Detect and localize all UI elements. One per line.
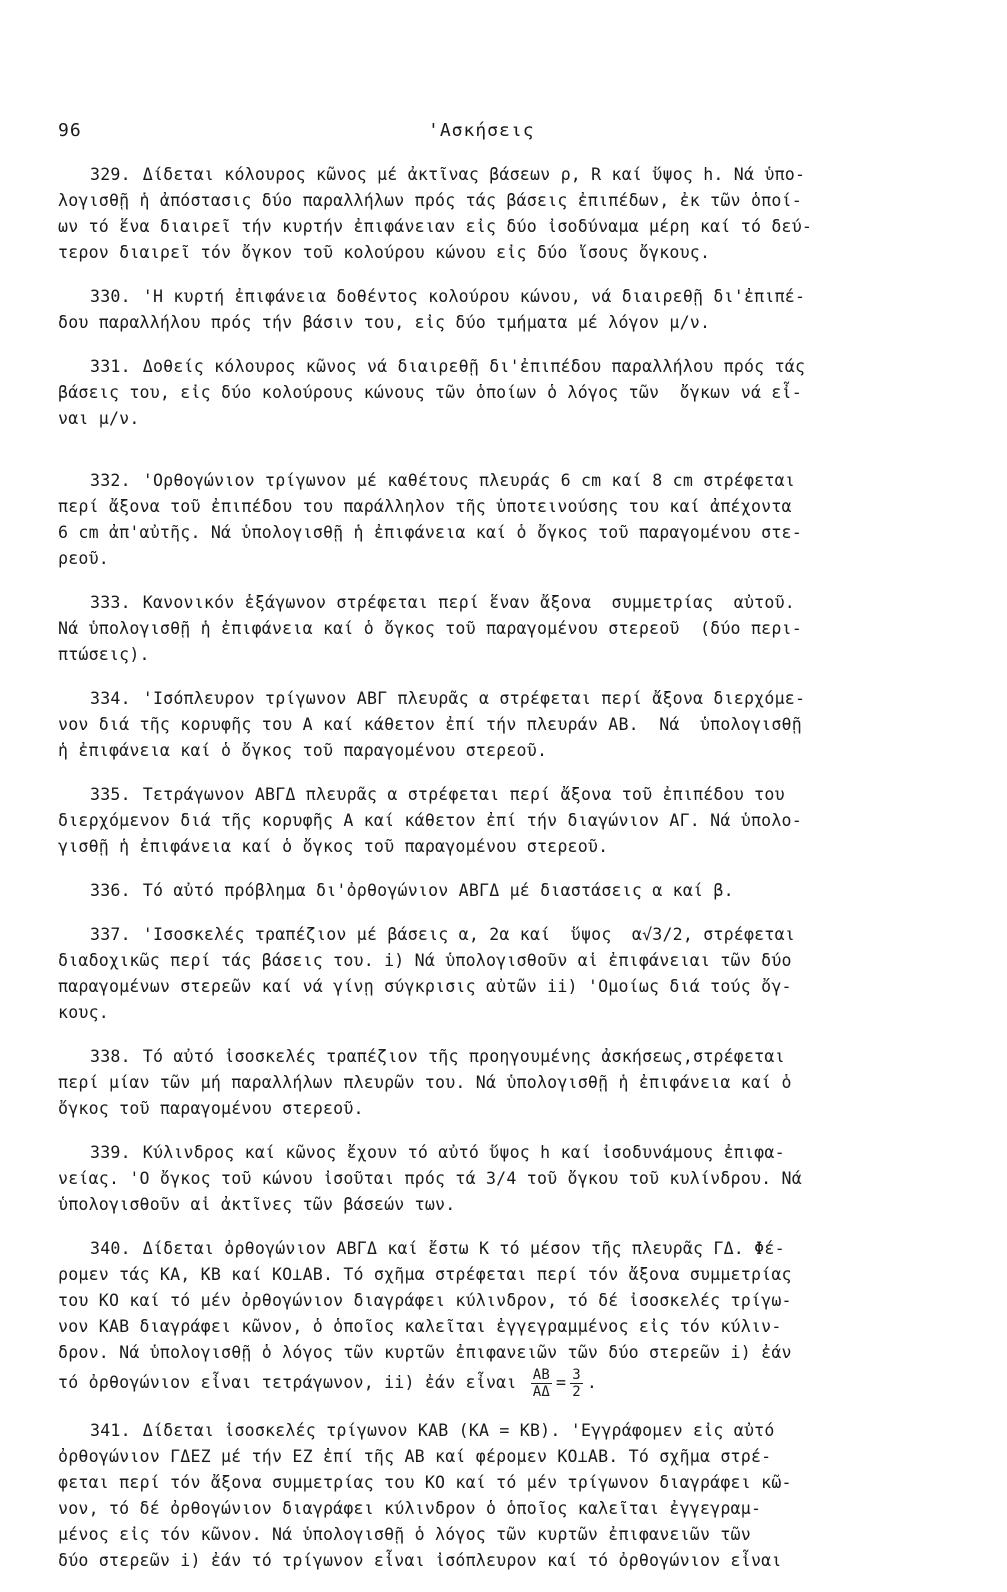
exercise-text-line: Δίδεται ὀρθογώνιον ΑΒΓΔ καί ἔστω Κ τό μέσον τῆς πλευρᾶς ΓΔ. Φέ- xyxy=(142,1239,785,1258)
exercise-text-line: μένος εἰς τόν κῶνον. Νά ὑπολογισθῇ ὁ λόγος τῶν κυρτῶν ἐπιφανειῶν τῶν xyxy=(58,1525,751,1544)
exercise-text-line: ρεοῦ. xyxy=(58,549,109,568)
exercise-332 xyxy=(58,468,926,572)
exercise-text-line: δρον. Νά ὑπολογισθῇ ὁ λόγος τῶν κυρτῶν ἐπιφανειῶν τῶν δύο στερεῶν i) ἐάν xyxy=(58,1343,792,1362)
exercise-text-line: δου παραλλήλου πρός τήν βάσιν του, εἰς δύο τμήματα μέ λόγον μ/ν. xyxy=(58,313,711,332)
exercise-text-line: Νά ὑπολογισθῇ ἡ ἐπιφάνεια καί ὁ ὄγκος τοῦ παραγομένου στερεοῦ (δύο περι- xyxy=(58,619,802,638)
exercise-number: 341. xyxy=(90,1421,131,1440)
exercise-number: 329. xyxy=(90,165,131,184)
running-title: 'Ασκήσεις xyxy=(428,120,535,141)
exercise-341 xyxy=(58,1418,926,1574)
exercise-text-line: νείας. 'Ο ὄγκος τοῦ κώνου ἰσοῦται πρός τά 3/4 τοῦ ὄγκου τοῦ κυλίνδρου. Νά xyxy=(58,1169,802,1188)
exercise-number: 331. xyxy=(90,357,131,376)
exercise-text-line: νον διά τῆς κορυφῆς του Α καί κάθετον ἐπί τήν πλευράν ΑΒ. Νά ὑπολογισθῇ xyxy=(58,715,802,734)
exercise-text-line: φεται περί τόν ἄξονα συμμετρίας του ΚΟ καί τό μέν τρίγωνον διαγράφει κῶ- xyxy=(58,1473,792,1492)
exercise-text-line: Δίδεται ἰσοσκελές τρίγωνον ΚΑΒ (ΚΑ = ΚΒ). 'Εγγράφομεν εἰς αὐτό xyxy=(142,1421,775,1440)
exercise-text-line: ων τό ἕνα διαιρεῖ τήν κυρτήν ἐπιφάνειαν εἰς δύο ἰσοδύναμα μέρη καί τό δεύ- xyxy=(58,217,813,236)
exercise-text-line: Δίδεται κόλουρος κῶνος μέ ἀκτῖνας βάσεων ρ, R καί ὕψος h. Νά ὑπο- xyxy=(142,165,806,184)
fraction-denominator: ΑΔ xyxy=(532,1384,551,1400)
exercise-text-line-with-fraction xyxy=(58,1366,926,1400)
equals-sign: = xyxy=(556,1373,567,1392)
exercise-text-line: Τετράγωνον ΑΒΓΔ πλευρᾶς α στρέφεται περί ἄξονα τοῦ ἐπιπέδου του xyxy=(142,785,785,804)
exercise-text-line: δύο στερεῶν i) ἐάν τό τρίγωνον εἶναι ἰσόπλευρον καί τό ὀρθογώνιον εἶναι xyxy=(58,1551,782,1570)
exercise-text-line: νον ΚΑΒ διαγράφει κῶνον, ὁ ὁποῖος καλεῖται ἐγγεγραμμένος εἰς τόν κύλιν- xyxy=(58,1317,782,1336)
exercise-333 xyxy=(58,590,926,668)
exercise-text-line: Κύλινδρος καί κῶνος ἔχουν τό αὐτό ὕψος h καί ἰσοδυνάμους ἐπιφα- xyxy=(142,1143,785,1162)
exercise-text-line: βάσεις του, εἰς δύο κολούρους κώνους τῶν ὁποίων ὁ λόγος τῶν ὄγκων νά εἶ- xyxy=(58,383,802,402)
exercise-number: 340. xyxy=(90,1239,131,1258)
exercise-number: 333. xyxy=(90,593,131,612)
exercise-text-line: τερον διαιρεῖ τόν ὄγκον τοῦ κολούρου κώνου εἰς δύο ἴσους ὄγκους. xyxy=(58,243,711,262)
exercise-number: 330. xyxy=(90,287,131,306)
fraction-numerator: ΑΒ xyxy=(532,1367,551,1383)
exercise-text-line: περί μίαν τῶν μή παραλλήλων πλευρῶν του. Νά ὑπολογισθῇ ἡ ἐπιφάνεια καί ὁ xyxy=(58,1073,792,1092)
exercise-text-line: γισθῇ ἡ ἐπιφάνεια καί ὁ ὄγκος τοῦ παραγομένου στερεοῦ. xyxy=(58,837,609,856)
exercise-330 xyxy=(58,284,926,336)
exercise-text-line: ναι μ/ν. xyxy=(58,409,140,428)
exercise-335 xyxy=(58,782,926,860)
exercise-text-line: του ΚΟ καί τό μέν ὀρθογώνιον διαγράφει κύλινδρον, τό δέ ἰσοσκελές τρίγω- xyxy=(58,1291,792,1310)
exercise-number: 336. xyxy=(90,881,131,900)
exercise-340 xyxy=(58,1236,926,1400)
exercise-text-line: διερχόμενον διά τῆς κορυφῆς Α καί κάθετον ἐπί τήν διαγώνιον ΑΓ. Νά ὑπολο- xyxy=(58,811,802,830)
exercise-331 xyxy=(58,354,926,432)
fraction-denominator: 2 xyxy=(572,1384,581,1400)
exercise-text-line: περί ἄξονα τοῦ ἐπιπέδου του παράλληλον τῆς ὑποτεινούσης του καί ἀπέχοντα xyxy=(58,497,792,516)
exercise-336 xyxy=(58,878,926,904)
exercise-number: 337. xyxy=(90,925,131,944)
exercise-text-line: λογισθῇ ἡ ἀπόστασις δύο παραλλήλων πρός τάς βάσεις ἐπιπέδων, ἐκ τῶν ὁποί- xyxy=(58,191,802,210)
exercise-338 xyxy=(58,1044,926,1122)
exercise-text-line: νον, τό δέ ὀρθογώνιον διαγράφει κύλινδρον ὁ ὁποῖος καλεῖται ἐγγεγραμ- xyxy=(58,1499,762,1518)
exercise-text-line: ὄγκος τοῦ παραγομένου στερεοῦ. xyxy=(58,1099,364,1118)
exercise-text-line: παραγομένων στερεῶν καί νά γίνῃ σύγκρισις αὐτῶν ii) 'Ομοίως διά τούς ὄγ- xyxy=(58,977,792,996)
fraction-numerator: 3 xyxy=(572,1367,581,1383)
page-header xyxy=(58,120,938,148)
exercise-text-line: Τό αὐτό πρόβλημα δι'ὀρθογώνιον ΑΒΓΔ μέ διαστάσεις α καί β. xyxy=(142,881,734,900)
exercise-text-line: 'Ισοσκελές τραπέζιον μέ βάσεις α, 2α καί ὕψος α√3/2, στρέφεται xyxy=(142,925,795,944)
exercise-334 xyxy=(58,686,926,764)
fraction-ab-over-ad xyxy=(531,1367,552,1400)
exercise-text-line: διαδοχικῶς περί τάς βάσεις του. i) Νά ὑπολογισθοῦν αἱ ἐπιφάνειαι τῶν δύο xyxy=(58,951,792,970)
exercise-text-line: 'Ορθογώνιον τρίγωνον μέ καθέτους πλευράς 6 cm καί 8 cm στρέφεται xyxy=(142,471,795,490)
exercise-number: 334. xyxy=(90,689,131,708)
exercise-text-line: πτώσεις). xyxy=(58,645,150,664)
exercise-text-line: Δοθείς κόλουρος κῶνος νά διαιρεθῇ δι'ἐπιπέδου παραλλήλου πρός τάς xyxy=(142,357,806,376)
exercise-text-line: 'Ισόπλευρον τρίγωνον ΑΒΓ πλευρᾶς α στρέφεται περί ἄξονα διερχόμε- xyxy=(142,689,806,708)
exercise-list xyxy=(58,162,926,1592)
exercise-337 xyxy=(58,922,926,1026)
exercise-text-line: 'Η κυρτή ἐπιφάνεια δοθέντος κολούρου κώνου, νά διαιρεθῇ δι'ἐπιπέ- xyxy=(142,287,806,306)
exercise-text-line: ὀρθογώνιον ΓΔΕΖ μέ τήν ΕΖ ἐπί τῆς ΑΒ καί φέρομεν ΚΟ⊥ΑΒ. Τό σχῆμα στρέ- xyxy=(58,1447,772,1466)
page-number: 96 xyxy=(58,120,82,141)
exercise-text-fragment: τό ὀρθογώνιον εἶναι τετράγωνον, ii) ἐάν εἶναι xyxy=(58,1373,527,1392)
exercise-339 xyxy=(58,1140,926,1218)
exercise-number: 339. xyxy=(90,1143,131,1162)
end-mark: . xyxy=(586,1373,598,1392)
exercise-text-line: ὑπολογισθοῦν αἱ ἀκτῖνες τῶν βάσεών των. xyxy=(58,1195,456,1214)
exercise-text-line: ρομεν τάς ΚΑ, ΚΒ καί ΚΟ⊥ΑΒ. Τό σχῆμα στρέφεται περί τόν ἄξονα συμμετρίας xyxy=(58,1265,792,1284)
fraction-three-halves xyxy=(570,1367,583,1400)
exercise-number: 335. xyxy=(90,785,131,804)
exercise-number: 338. xyxy=(90,1047,131,1066)
exercise-number: 332. xyxy=(90,471,131,490)
exercise-329 xyxy=(58,162,926,266)
exercise-text-line: Τό αὐτό ἰσοσκελές τραπέζιον τῆς προηγουμένης ἀσκήσεως,στρέφεται xyxy=(142,1047,785,1066)
exercise-text-line: Κανονικόν ἑξάγωνον στρέφεται περί ἕναν ἄξονα συμμετρίας αὐτοῦ. xyxy=(142,593,795,612)
exercise-text-line: 6 cm ἀπ'αὐτῆς. Νά ὑπολογισθῇ ἡ ἐπιφάνεια καί ὁ ὄγκος τοῦ παραγομένου στε- xyxy=(58,523,802,542)
exercise-text-line: κους. xyxy=(58,1003,109,1022)
exercise-text-line: ἡ ἐπιφάνεια καί ὁ ὄγκος τοῦ παραγομένου στερεοῦ. xyxy=(58,741,548,760)
